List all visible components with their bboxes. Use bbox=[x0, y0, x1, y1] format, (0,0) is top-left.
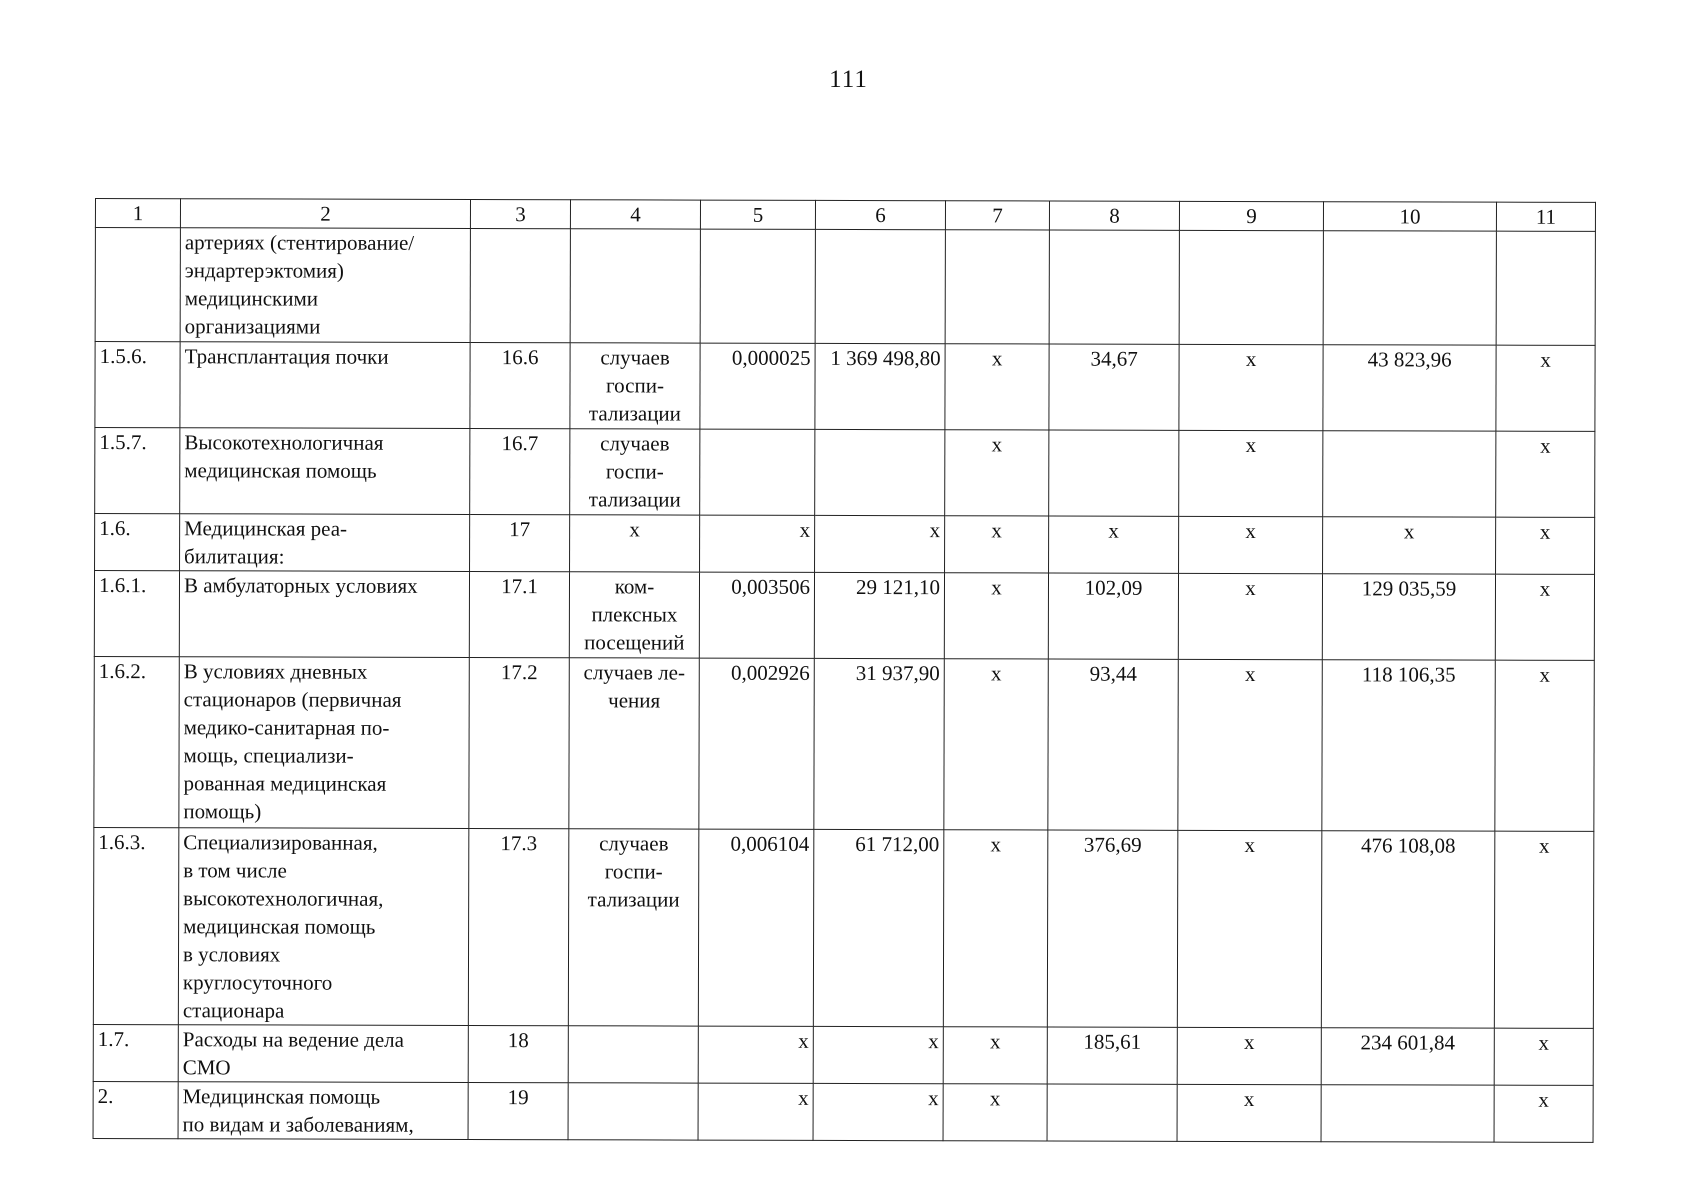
table-cell: х bbox=[1495, 660, 1594, 831]
table-cell: 102,09 bbox=[1048, 573, 1178, 659]
table-cell bbox=[470, 228, 570, 342]
table-cell: 16.7 bbox=[470, 428, 570, 514]
table-cell: х bbox=[1494, 1085, 1593, 1142]
table-cell bbox=[568, 1026, 698, 1083]
table-row bbox=[94, 656, 1594, 831]
table-cell: 0,000025 bbox=[700, 343, 815, 429]
table-cell: случаев ле- чения bbox=[569, 658, 699, 829]
table-cell bbox=[1179, 230, 1323, 344]
table-row bbox=[93, 1024, 1593, 1085]
table-cell: 1.5.7. bbox=[95, 428, 180, 514]
table-cell: случаев госпи- тализации bbox=[568, 829, 699, 1026]
table-cell: В амбулаторных условиях bbox=[179, 571, 469, 658]
table-row bbox=[95, 228, 1595, 346]
table-cell: 31 937,90 bbox=[814, 658, 944, 829]
table-cell: 0,002926 bbox=[699, 658, 814, 829]
table-cell: 29 121,10 bbox=[814, 572, 944, 658]
table-cell bbox=[570, 229, 700, 343]
table-cell: 118 106,35 bbox=[1322, 660, 1495, 831]
table-cell bbox=[1047, 1084, 1177, 1141]
column-number: 11 bbox=[1496, 202, 1595, 231]
table-cell: х bbox=[1496, 517, 1595, 574]
table-cell: Расходы на ведение дела СМО bbox=[178, 1025, 468, 1083]
table-cell: х bbox=[698, 1083, 813, 1140]
data-table bbox=[93, 198, 1596, 1143]
table-row bbox=[93, 1081, 1593, 1142]
table-cell: х bbox=[945, 344, 1049, 430]
column-number-row bbox=[95, 199, 1595, 232]
table-cell bbox=[815, 229, 945, 343]
table-cell: артериях (стентирование/ эндартерэктомия) медицинскими организациями bbox=[180, 228, 470, 343]
table-cell: 61 712,00 bbox=[813, 829, 944, 1026]
table-cell: х bbox=[1494, 831, 1594, 1028]
table-cell: В условиях дневных стационаров (первичная медико-санитарная по- мощь, специализи- рованная медицинская помощь) bbox=[179, 657, 469, 829]
table-cell: 129 035,59 bbox=[1322, 574, 1495, 660]
table-cell: х bbox=[945, 516, 1049, 573]
table-row bbox=[94, 571, 1594, 661]
table-cell: х bbox=[1179, 516, 1323, 573]
table-cell: х bbox=[1177, 830, 1322, 1027]
table-cell: 17.2 bbox=[469, 657, 569, 828]
table-cell: ком- плексных посещений bbox=[569, 572, 699, 658]
page-number: 111 bbox=[829, 66, 868, 93]
column-number: 4 bbox=[570, 200, 700, 229]
table-cell: х bbox=[1323, 517, 1496, 574]
table-cell: 16.6 bbox=[470, 342, 570, 428]
table-cell: 376,69 bbox=[1047, 830, 1178, 1027]
table-cell bbox=[945, 230, 1049, 344]
table-cell: х bbox=[700, 515, 815, 572]
table-cell: Медицинская реа- билитация: bbox=[180, 514, 470, 572]
column-number: 8 bbox=[1049, 201, 1179, 230]
table-cell: 1.6.2. bbox=[94, 656, 179, 827]
table-cell bbox=[700, 229, 815, 343]
table-cell bbox=[1323, 431, 1496, 517]
table-row bbox=[95, 342, 1595, 432]
table-cell: 17 bbox=[470, 514, 570, 571]
table-cell: Медицинская помощь по видам и заболеваниям, bbox=[178, 1082, 468, 1140]
table-cell bbox=[95, 228, 180, 342]
table-cell: случаев госпи- тализации bbox=[570, 343, 700, 429]
table-cell: 476 108,08 bbox=[1321, 831, 1495, 1028]
table-cell: х bbox=[1495, 574, 1594, 660]
table-cell: х bbox=[815, 515, 945, 572]
table-cell: х bbox=[943, 830, 1048, 1027]
table-cell: х bbox=[813, 1083, 943, 1140]
table-cell: 17.3 bbox=[468, 828, 569, 1025]
table-cell: Трансплантация почки bbox=[180, 342, 470, 429]
table-cell: х bbox=[813, 1026, 943, 1083]
table-cell: 17.1 bbox=[469, 571, 569, 657]
table-cell: х bbox=[1049, 516, 1179, 573]
table-cell: х bbox=[1177, 1084, 1321, 1141]
table-cell bbox=[815, 429, 945, 515]
column-number: 3 bbox=[470, 199, 570, 228]
table-cell: х bbox=[570, 515, 700, 572]
table-cell: 1.5.6. bbox=[95, 342, 180, 428]
table-cell: 93,44 bbox=[1048, 659, 1178, 830]
column-number: 1 bbox=[95, 199, 180, 228]
table-cell: 19 bbox=[468, 1082, 568, 1139]
table-cell bbox=[1049, 230, 1179, 344]
column-number: 6 bbox=[815, 200, 945, 229]
table-cell: х bbox=[1494, 1028, 1593, 1085]
table-cell: 0,003506 bbox=[699, 572, 814, 658]
table-cell bbox=[1321, 1085, 1494, 1142]
table-cell: 1.6.1. bbox=[94, 571, 179, 657]
table-cell: х bbox=[943, 1084, 1047, 1141]
column-number: 9 bbox=[1179, 201, 1323, 230]
table-cell: Высокотехнологичная медицинская помощь bbox=[180, 428, 470, 515]
table-cell: Специализированная, в том числе высокотехнологичная, медицинская помощь в условиях круглосуточного стационара bbox=[178, 828, 469, 1026]
table-cell: 1.6. bbox=[95, 514, 180, 571]
table-row bbox=[93, 827, 1594, 1028]
table-cell: 43 823,96 bbox=[1323, 345, 1496, 431]
column-number: 5 bbox=[700, 200, 815, 229]
table-cell: 2. bbox=[93, 1081, 178, 1138]
column-number: 7 bbox=[945, 201, 1049, 230]
table-cell: 1.6.3. bbox=[93, 827, 179, 1024]
column-number: 2 bbox=[180, 199, 470, 229]
table-cell: х bbox=[945, 430, 1049, 516]
table-cell: 185,61 bbox=[1047, 1027, 1177, 1084]
table-cell: х bbox=[944, 573, 1048, 659]
table-cell: х bbox=[1179, 344, 1323, 430]
table-cell bbox=[1496, 231, 1595, 345]
table-cell: 1.7. bbox=[93, 1024, 178, 1081]
table-cell: случаев госпи- тализации bbox=[570, 429, 700, 515]
table-cell: 18 bbox=[468, 1025, 568, 1082]
table-cell: х bbox=[1178, 573, 1322, 659]
table-cell: 34,67 bbox=[1049, 344, 1179, 430]
table-cell bbox=[1049, 430, 1179, 516]
table-cell: х bbox=[1177, 1027, 1321, 1084]
table-cell bbox=[1323, 231, 1496, 345]
table-cell: 1 369 498,80 bbox=[815, 343, 945, 429]
table-row bbox=[95, 428, 1595, 518]
table-cell: х bbox=[944, 659, 1048, 830]
table-cell: х bbox=[1496, 431, 1595, 517]
table-row bbox=[95, 514, 1595, 575]
table-cell: 0,006104 bbox=[698, 829, 814, 1026]
table-cell: х bbox=[698, 1026, 813, 1083]
column-number: 10 bbox=[1323, 202, 1496, 231]
table-cell: х bbox=[943, 1027, 1047, 1084]
table-cell: х bbox=[1179, 430, 1323, 516]
table-cell bbox=[700, 429, 815, 515]
table-cell: 234 601,84 bbox=[1321, 1028, 1494, 1085]
table-cell: х bbox=[1496, 345, 1595, 431]
table-cell: х bbox=[1178, 659, 1322, 830]
table-cell bbox=[568, 1083, 698, 1140]
